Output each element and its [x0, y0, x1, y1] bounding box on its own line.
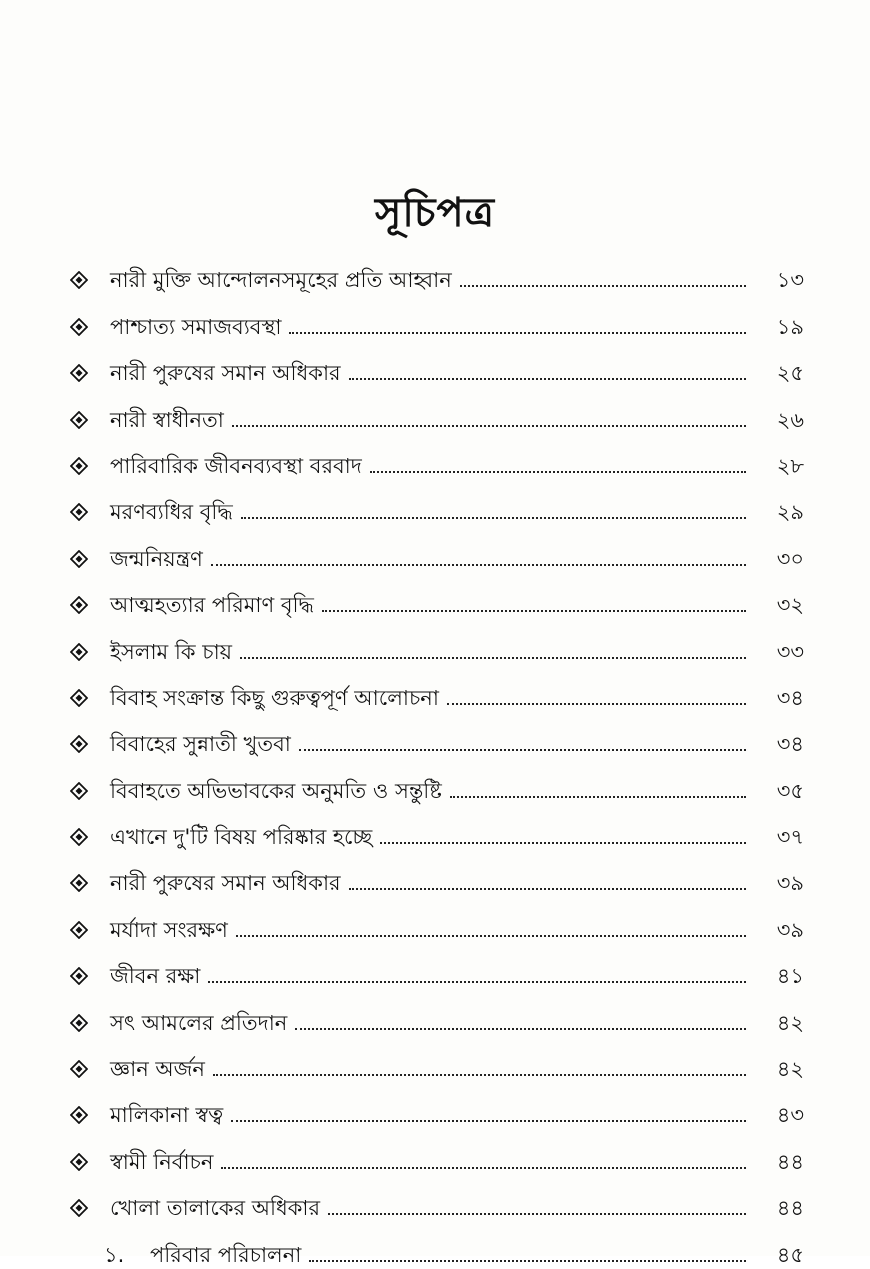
toc-entry [64, 387, 804, 433]
toc-entry [64, 1176, 804, 1222]
toc-page-number: ৩০ [776, 546, 804, 571]
toc-entry [64, 897, 804, 943]
toc-entry [64, 666, 804, 712]
toc-page-number: ২৮ [776, 453, 804, 478]
toc-entry-title: মর্যাদা সংরক্ষণ [110, 917, 228, 942]
toc-page-number: ৩৪ [776, 732, 804, 757]
diamond-bullet-icon [64, 684, 110, 712]
dot-leader [460, 285, 746, 287]
toc-entry-title: নারী স্বাধীনতা [110, 407, 224, 432]
diamond-bullet-icon [64, 916, 110, 944]
toc-entry [64, 758, 804, 804]
toc-entry [64, 990, 804, 1036]
dot-leader [208, 981, 746, 983]
toc-entry [64, 526, 804, 572]
toc-page-number: ৪৫ [776, 1242, 804, 1267]
diamond-bullet-icon [64, 638, 110, 666]
dot-leader [241, 517, 746, 519]
toc-entry-title: মরণব্যধির বৃদ্ধি [110, 500, 233, 525]
dot-leader [221, 1167, 746, 1169]
diamond-bullet-icon [64, 730, 110, 758]
toc-entry [64, 851, 804, 897]
toc-entry-title: মালিকানা স্বত্ব [110, 1103, 224, 1128]
diamond-bullet-icon [64, 406, 110, 434]
dot-leader [309, 1260, 746, 1262]
dot-leader [370, 471, 746, 473]
toc-entry [64, 1037, 804, 1083]
toc-entry-title: এখানে দু'টি বিষয় পরিষ্কার হচ্ছে [110, 825, 373, 850]
toc-entry-title: সৎ আমলের প্রতিদান [110, 1010, 288, 1035]
toc-entry-title: নারী পুরুষের সমান অধিকার [110, 871, 341, 896]
toc-entry [64, 1083, 804, 1129]
toc-entry-title: স্বামী নির্বাচন [110, 1149, 214, 1174]
dot-leader [240, 657, 746, 659]
toc-entry [64, 294, 804, 340]
toc-entry [64, 712, 804, 758]
diamond-bullet-icon [64, 1148, 110, 1176]
toc-sub-entry-number: ১. [104, 1242, 125, 1267]
diamond-bullet-icon [64, 1101, 110, 1129]
dot-leader [295, 1028, 746, 1030]
toc-entry-title: জ্ঞান অর্জন [110, 1057, 205, 1082]
toc-page-number: ৪১ [776, 964, 804, 989]
toc-entry [64, 573, 804, 619]
toc-page-number: ৩৭ [776, 825, 804, 850]
dot-leader [380, 842, 746, 844]
toc-entry [64, 1129, 804, 1175]
toc-entry-title: জীবন রক্ষা [110, 964, 201, 989]
diamond-bullet-icon [64, 1055, 110, 1083]
toc-list [64, 248, 804, 1269]
dot-leader [213, 1074, 746, 1076]
toc-page-number: ১৯ [776, 314, 804, 339]
diamond-bullet-icon [64, 823, 110, 851]
dot-leader [450, 796, 746, 798]
diamond-bullet-icon [64, 359, 110, 387]
toc-page-number: ২৯ [776, 500, 804, 525]
toc-page-number: ২৫ [776, 361, 804, 386]
toc-page-number: ৪২ [776, 1010, 804, 1035]
dot-leader [211, 564, 746, 566]
diamond-bullet-icon [64, 962, 110, 990]
dot-leader [232, 425, 746, 427]
toc-page-number: ২৬ [776, 407, 804, 432]
dot-leader [349, 378, 746, 380]
page-title: সূচিপত্র [375, 190, 495, 236]
toc-entry-title: নারী মুক্তি আন্দোলনসমূহের প্রতি আহ্বান [110, 268, 452, 293]
toc-page-number: ৩৪ [776, 685, 804, 710]
diamond-bullet-icon [64, 1194, 110, 1222]
toc-entry [64, 480, 804, 526]
toc-entry [64, 619, 804, 665]
toc-page-number: ৪৩ [776, 1103, 804, 1128]
diamond-bullet-icon [64, 869, 110, 897]
diamond-bullet-icon [64, 1009, 110, 1037]
toc-page-number: ৩৫ [776, 778, 804, 803]
toc-page-number: ৪২ [776, 1057, 804, 1082]
diamond-bullet-icon [64, 545, 110, 573]
toc-page-number: ৩৯ [776, 871, 804, 896]
toc-page-number: ১৩ [776, 268, 804, 293]
toc-entry-title: বিবাহ সংক্রান্ত কিছু গুরুত্বপূর্ণ আলোচনা [110, 685, 439, 710]
toc-page-number: ৩৩ [776, 639, 804, 664]
toc-page-number: ৩৯ [776, 917, 804, 942]
dot-leader [349, 888, 746, 890]
dot-leader [289, 332, 746, 334]
toc-page-number: ৪৪ [776, 1149, 804, 1174]
toc-entry [64, 248, 804, 294]
dot-leader [322, 610, 746, 612]
toc-entry-title: নারী পুরুষের সমান অধিকার [110, 361, 341, 386]
diamond-bullet-icon [64, 452, 110, 480]
diamond-bullet-icon [64, 777, 110, 805]
diamond-bullet-icon [64, 313, 110, 341]
toc-entry [64, 434, 804, 480]
toc-entry-title: ইসলাম কি চায় [110, 639, 233, 664]
toc-entry-title: বিবাহতে অভিভাবকের অনুমতি ও সন্তুষ্টি [110, 778, 442, 803]
dot-leader [299, 749, 746, 751]
toc-entry-title: বিবাহের সুন্নাতী খুতবা [110, 732, 291, 757]
dot-leader [231, 1120, 746, 1122]
diamond-bullet-icon [64, 498, 110, 526]
dot-leader [328, 1213, 746, 1215]
diamond-bullet-icon [64, 591, 110, 619]
toc-entry-title: পাশ্চাত্য সমাজব্যবস্থা [110, 314, 282, 339]
dot-leader [447, 703, 746, 705]
toc-sub-entry [64, 1222, 804, 1268]
diamond-bullet-icon [64, 266, 110, 294]
toc-entry-title: খোলা তালাকের অধিকার [110, 1196, 321, 1221]
dot-leader [236, 935, 746, 937]
toc-entry [64, 341, 804, 387]
toc-entry-title: জন্মনিয়ন্ত্রণ [110, 546, 203, 571]
toc-entry [64, 805, 804, 851]
toc-page-number: ৪৪ [776, 1196, 804, 1221]
toc-entry-title: আত্মহত্যার পরিমাণ বৃদ্ধি [110, 593, 314, 618]
toc-entry-title: পরিবার পরিচালনা [150, 1242, 302, 1267]
toc-entry-title: পারিবারিক জীবনব্যবস্থা বরবাদ [110, 453, 362, 478]
toc-entry [64, 944, 804, 990]
toc-page-number: ৩২ [776, 593, 804, 618]
